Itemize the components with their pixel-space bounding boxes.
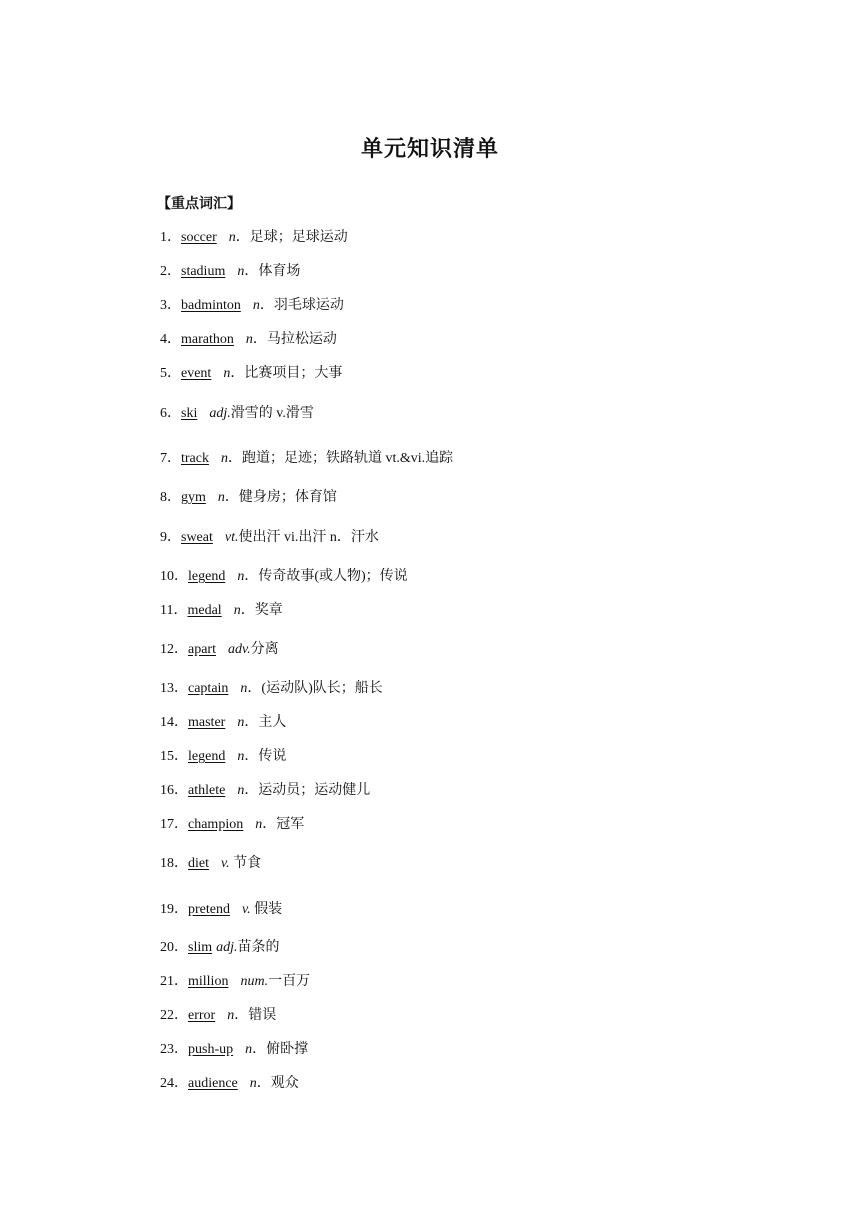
item-word: captain — [188, 681, 229, 696]
item-number: 2． — [160, 264, 181, 279]
item-word: track — [181, 451, 209, 466]
item-pos: adj. — [216, 940, 238, 955]
list-item — [160, 713, 286, 733]
item-meaning: ．主人 — [244, 715, 287, 730]
item-number: 12． — [160, 642, 188, 657]
list-item — [160, 404, 314, 424]
item-word: pretend — [188, 902, 230, 917]
item-meaning: ．跑道；足迹；铁路轨道 vt.&vi.追踪 — [227, 451, 454, 466]
item-pos: n — [249, 1076, 257, 1091]
list-item — [160, 679, 383, 699]
item-meaning: 一百万 — [268, 974, 311, 989]
item-number: 11． — [160, 603, 188, 618]
item-number: 5． — [160, 366, 181, 381]
item-word: event — [181, 366, 212, 381]
item-meaning: ．比赛项目；大事 — [230, 366, 343, 381]
item-meaning: 滑雪的 v.滑雪 — [230, 406, 314, 421]
item-pos: v. — [241, 902, 251, 917]
item-number: 24． — [160, 1076, 188, 1091]
item-word: apart — [188, 642, 216, 657]
item-number: 13． — [160, 681, 188, 696]
item-pos: adj. — [209, 406, 231, 421]
item-number: 22． — [160, 1008, 188, 1023]
item-meaning: ．羽毛球运动 — [259, 298, 344, 313]
section-heading: 【重点词汇】 — [157, 197, 241, 212]
item-word: stadium — [181, 264, 226, 279]
item-number: 6． — [160, 406, 181, 421]
list-item — [160, 296, 344, 316]
item-word: badminton — [181, 298, 241, 313]
item-pos: n — [255, 817, 263, 832]
item-word: error — [188, 1008, 216, 1023]
item-pos: n — [245, 332, 253, 347]
item-pos: n — [217, 490, 225, 505]
list-item — [160, 1074, 299, 1094]
item-number: 20． — [160, 940, 188, 955]
item-pos: n — [237, 783, 245, 798]
item-meaning: 假装 — [250, 902, 283, 917]
item-number: 16． — [160, 783, 188, 798]
item-word: diet — [188, 856, 209, 871]
item-word: slim — [188, 940, 213, 955]
item-word: master — [188, 715, 226, 730]
item-meaning: ．马拉松运动 — [252, 332, 337, 347]
item-meaning: ．传奇故事(或人物)；传说 — [244, 569, 408, 584]
item-pos: v. — [221, 856, 230, 871]
item-number: 14． — [160, 715, 188, 730]
list-item — [160, 640, 279, 660]
item-pos: adv. — [227, 642, 251, 657]
item-number: 15． — [160, 749, 188, 764]
item-number: 3． — [160, 298, 181, 313]
item-pos: num. — [240, 974, 269, 989]
list-item — [160, 488, 337, 508]
item-meaning: ．运动员；运动健儿 — [244, 783, 371, 798]
item-word: gym — [181, 490, 206, 505]
item-number: 19． — [160, 902, 188, 917]
item-meaning: 苗条的 — [237, 940, 280, 955]
list-item — [160, 854, 261, 874]
item-pos: n — [228, 230, 236, 245]
item-number: 7． — [160, 451, 181, 466]
item-meaning: 分离 — [250, 642, 279, 657]
list-item — [160, 900, 282, 920]
item-pos: n — [245, 1042, 253, 1057]
item-word: marathon — [181, 332, 234, 347]
list-item — [160, 815, 304, 835]
item-pos: n — [252, 298, 260, 313]
item-word: athlete — [188, 783, 226, 798]
item-meaning: ．传说 — [244, 749, 287, 764]
item-word: push-up — [188, 1042, 234, 1057]
item-number: 21． — [160, 974, 188, 989]
list-item — [160, 601, 283, 621]
item-number: 1． — [160, 230, 181, 245]
item-meaning: 使出汗 vi.出汗 n．汗水 — [238, 530, 379, 545]
list-item — [160, 972, 310, 992]
item-pos: n — [223, 366, 231, 381]
list-item — [160, 938, 280, 958]
item-number: 9． — [160, 530, 181, 545]
item-number: 10． — [160, 569, 188, 584]
item-word: sweat — [181, 530, 213, 545]
list-item — [160, 228, 348, 248]
item-meaning: ．冠军 — [262, 817, 305, 832]
item-meaning: 节食 — [229, 856, 262, 871]
item-number: 23． — [160, 1042, 188, 1057]
list-item — [160, 781, 370, 801]
item-word: legend — [188, 569, 226, 584]
item-number: 17． — [160, 817, 188, 832]
item-number: 18． — [160, 856, 188, 871]
item-number: 8． — [160, 490, 181, 505]
item-word: medal — [187, 603, 222, 618]
item-meaning: ．体育场 — [244, 264, 301, 279]
item-meaning: ．(运动队)队长；船长 — [247, 681, 383, 696]
list-item — [160, 1006, 276, 1026]
item-word: legend — [188, 749, 226, 764]
list-item — [160, 528, 379, 548]
item-pos: n — [237, 569, 245, 584]
item-word: soccer — [181, 230, 217, 245]
list-item — [160, 364, 342, 384]
item-pos: n — [220, 451, 228, 466]
item-word: audience — [188, 1076, 238, 1091]
item-meaning: ．观众 — [256, 1076, 299, 1091]
item-word: million — [188, 974, 229, 989]
page-title: 单元知识清单 — [360, 136, 499, 161]
list-item — [160, 330, 337, 350]
item-meaning: ．奖章 — [240, 603, 283, 618]
item-pos: n — [240, 681, 248, 696]
item-pos: n — [233, 603, 241, 618]
item-word: champion — [188, 817, 244, 832]
list-item — [160, 262, 300, 282]
item-pos: n — [227, 1008, 235, 1023]
item-meaning: ．足球；足球运动 — [235, 230, 348, 245]
item-pos: n — [237, 264, 245, 279]
item-number: 4． — [160, 332, 181, 347]
list-item — [160, 449, 453, 469]
item-pos: n — [237, 749, 245, 764]
list-item — [160, 567, 408, 587]
item-pos: vt. — [224, 530, 239, 545]
list-item — [160, 1040, 308, 1060]
list-item — [160, 747, 286, 767]
item-meaning: ．错误 — [234, 1008, 277, 1023]
item-meaning: ．健身房；体育馆 — [224, 490, 337, 505]
item-word: ski — [181, 406, 198, 421]
item-meaning: ．俯卧撑 — [252, 1042, 309, 1057]
item-pos: n — [237, 715, 245, 730]
